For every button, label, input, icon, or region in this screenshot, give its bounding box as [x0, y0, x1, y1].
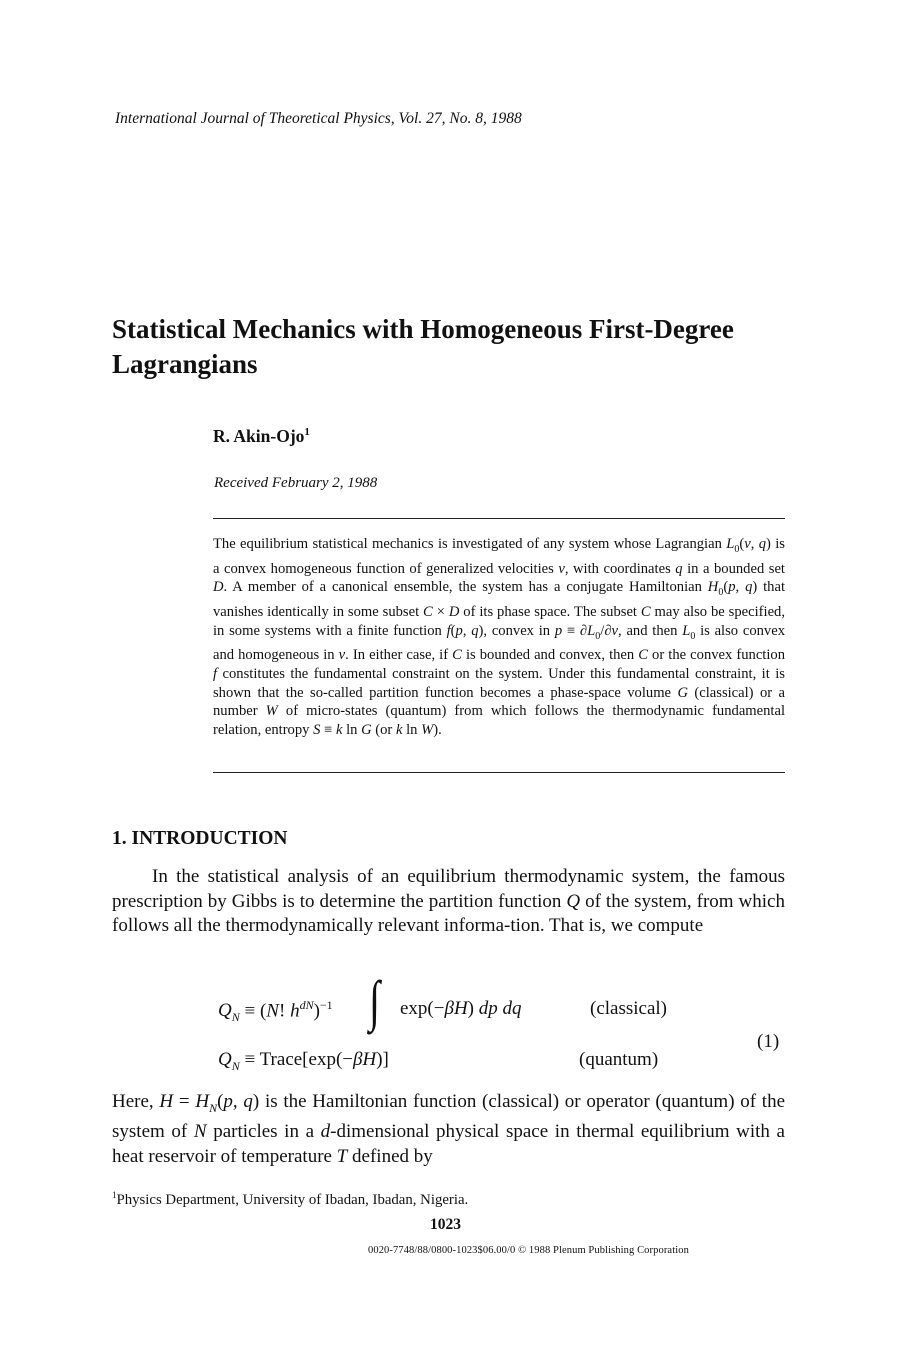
classical-label: (classical) — [590, 998, 668, 1019]
abstract-top-rule — [213, 518, 785, 519]
author-name: R. Akin-Ojo — [213, 426, 305, 446]
received-date: Received February 2, 1988 — [214, 475, 378, 491]
equation-classical-rhs: exp(−βH) dp dq — [400, 998, 522, 1019]
abstract: The equilibrium statistical mechanics is investigated of any system whose Lagrangian $L_0(v$, q) is a convex homogeneous function of generalized velocities v, with coordinates q in a bounded set D. A member of a canonical ensemble, the system has a conjugate Hamiltonian $H_0(p$, q) that vanishes identically in some subset C × D of its phase space. The subset C may also be specified, in some systems with a finite function f(p, q), convex in $p \equiv \partial L_0/\partial v$, and then $L_0$ is also convex and homogeneous in v. In either case, if C is bounded and convex, then C or the convex function f constitutes the fundamental constraint on the system. Under this fundamental constraint, it is shown that the so-called partition function becomes a phase-space volume G (classical) or a number W of micro-states (quantum) from which follows the thermodynamic fundamental relation, entropy S ≡ k ln G (or k ln W). — [213, 536, 786, 739]
integral-sign: ∫ — [369, 969, 380, 1032]
author-footnote-mark: 1 — [304, 426, 310, 439]
author-line — [213, 426, 310, 447]
quantum-label: (quantum) — [579, 1049, 659, 1070]
copyright-line: 0020-7748/88/0800-1023$06.00/0 © 1988 Plenum Publishing Corporation — [368, 1245, 689, 1256]
footnote-mark: 1 — [112, 1190, 117, 1200]
equation-number: (1) — [757, 1031, 780, 1052]
paper-title: Statistical Mechanics with Homogeneous First-Degree Lagrangians — [112, 314, 734, 379]
journal-header: International Journal of Theoretical Physics, Vol. 27, No. 8, 1988 — [115, 110, 522, 127]
equation-quantum: $Q_N$ ≡ Trace[exp(−βH)] — [218, 1049, 389, 1073]
footnote — [112, 1190, 468, 1209]
footnote-text: Physics Department, University of Ibadan, Ibadan, Nigeria. — [116, 1191, 469, 1208]
equation-classical-lhs: $Q_N \equiv (N$! $h^{dN})^{-1}$ — [218, 998, 333, 1025]
abstract-bottom-rule — [213, 772, 785, 773]
body-paragraph: Here, $H = H_N(p$, q) is the Hamiltonian function (classical) or operator (quantum) of the system of N particles in a d-dimensional physical space in thermal equilibrium with a heat reservoir of temperature T defined by — [112, 1091, 786, 1167]
intro-paragraph: In the statistical analysis of an equilibrium thermodynamic system, the famous prescription by Gibbs is to determine the partition function Q of the system, from which follows all the thermodynamically relevant informa-tion. That is, we compute — [112, 866, 785, 937]
page-number: 1023 — [430, 1216, 461, 1233]
section-heading: 1. INTRODUCTION — [112, 828, 288, 849]
